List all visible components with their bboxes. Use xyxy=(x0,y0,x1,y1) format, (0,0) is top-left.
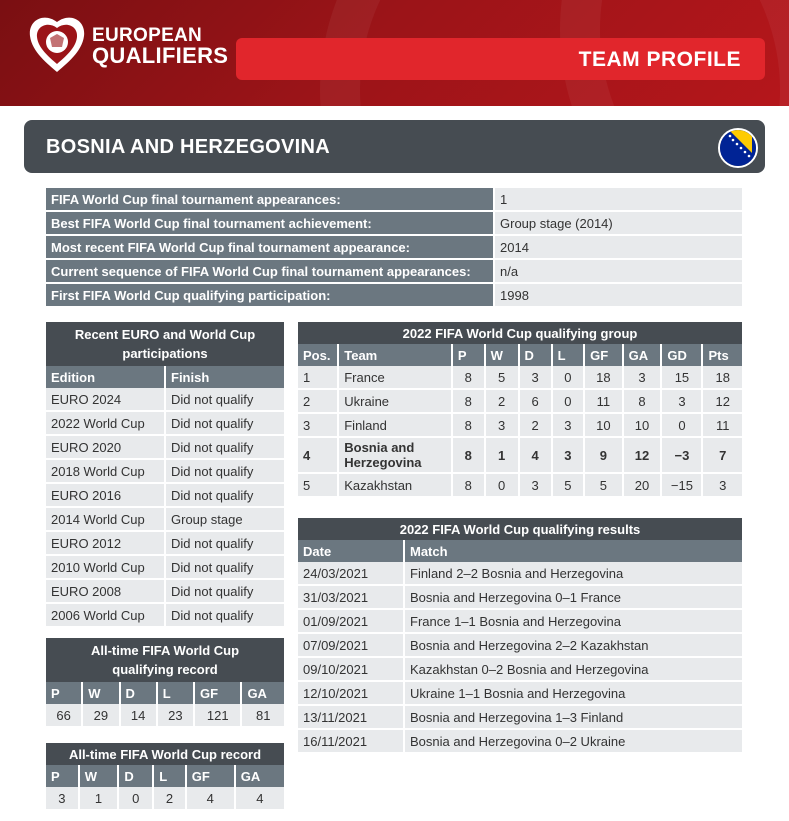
recent-header-edition: Edition xyxy=(46,366,166,388)
group-cell: 1 xyxy=(298,366,339,390)
group-cell: 3 xyxy=(520,366,553,390)
group-cell: 12 xyxy=(624,438,663,474)
recent-finish: Did not qualify xyxy=(166,580,284,604)
result-row xyxy=(298,586,742,610)
qual-record-header: GA xyxy=(242,682,284,704)
result-date: 24/03/2021 xyxy=(298,562,405,586)
group-cell: 0 xyxy=(553,366,586,390)
group-cell: 4 xyxy=(520,438,553,474)
group-cell: 10 xyxy=(585,414,623,438)
group-header: Pos. xyxy=(298,344,339,366)
result-match: Bosnia and Herzegovina 1–3 Finland xyxy=(405,706,742,730)
recent-finish: Group stage xyxy=(166,508,284,532)
qual-record-title-line1: All-time FIFA World Cup xyxy=(90,643,240,658)
group-cell: 3 xyxy=(520,474,553,498)
group-cell: 10 xyxy=(624,414,663,438)
group-cell: 12 xyxy=(703,390,742,414)
group-header: GA xyxy=(624,344,663,366)
result-match: Kazakhstan 0–2 Bosnia and Herzegovina xyxy=(405,658,742,682)
qualifying-group-table xyxy=(298,322,742,498)
group-cell: 8 xyxy=(624,390,663,414)
group-cell: 4 xyxy=(298,438,339,474)
result-row xyxy=(298,730,742,754)
info-label: Best FIFA World Cup final tournament achievement: xyxy=(46,212,495,236)
group-header: GF xyxy=(585,344,623,366)
recent-finish: Did not qualify xyxy=(166,436,284,460)
result-date: 07/09/2021 xyxy=(298,634,405,658)
group-cell: 3 xyxy=(703,474,742,498)
recent-finish: Did not qualify xyxy=(166,604,284,628)
results-title: 2022 FIFA World Cup qualifying results xyxy=(298,518,742,540)
group-cell: 0 xyxy=(662,414,703,438)
qual-record-value: 81 xyxy=(242,704,284,728)
group-header: W xyxy=(486,344,520,366)
result-date: 31/03/2021 xyxy=(298,586,405,610)
recent-finish: Did not qualify xyxy=(166,388,284,412)
qual-record-value: 14 xyxy=(121,704,158,728)
group-cell: 5 xyxy=(553,474,586,498)
recent-row xyxy=(46,484,284,508)
group-cell: −3 xyxy=(662,438,703,474)
info-value: 1998 xyxy=(495,284,742,308)
group-cell: 3 xyxy=(553,414,586,438)
qual-record-header: P xyxy=(46,682,83,704)
qualifying-results-table xyxy=(298,518,742,754)
info-label: FIFA World Cup final tournament appearances: xyxy=(46,188,495,212)
group-cell: 2 xyxy=(520,414,553,438)
result-row xyxy=(298,634,742,658)
group-cell: 2 xyxy=(298,390,339,414)
group-cell: 7 xyxy=(703,438,742,474)
group-cell: 9 xyxy=(585,438,623,474)
result-match: Bosnia and Herzegovina 0–1 France xyxy=(405,586,742,610)
group-header: Team xyxy=(339,344,453,366)
result-date: 09/10/2021 xyxy=(298,658,405,682)
group-cell: 3 xyxy=(486,414,520,438)
info-row xyxy=(46,188,742,212)
recent-row xyxy=(46,460,284,484)
recent-title-line1: Recent EURO and World Cup xyxy=(74,327,256,342)
recent-row xyxy=(46,436,284,460)
recent-row xyxy=(46,388,284,412)
qual-record-value: 29 xyxy=(83,704,120,728)
info-label: First FIFA World Cup qualifying participation: xyxy=(46,284,495,308)
qual-record-header: L xyxy=(158,682,195,704)
wc-record-header: D xyxy=(119,765,154,787)
recent-row xyxy=(46,412,284,436)
wc-record-value: 3 xyxy=(46,787,80,811)
recent-edition: EURO 2024 xyxy=(46,388,166,412)
wc-record-value: 4 xyxy=(187,787,236,811)
group-header: L xyxy=(553,344,586,366)
qual-record-title-line2: qualifying record xyxy=(112,662,218,677)
result-row xyxy=(298,682,742,706)
qual-record-header: W xyxy=(83,682,120,704)
qual-record-title xyxy=(46,638,284,682)
team-profile-banner xyxy=(236,38,765,80)
bosnia-flag-icon xyxy=(718,128,758,168)
group-cell: 3 xyxy=(662,390,703,414)
wc-record-value: 1 xyxy=(80,787,120,811)
recent-title xyxy=(46,322,284,366)
result-row xyxy=(298,610,742,634)
group-cell: 8 xyxy=(453,390,486,414)
result-match: France 1–1 Bosnia and Herzegovina xyxy=(405,610,742,634)
group-cell: 1 xyxy=(486,438,520,474)
group-row xyxy=(298,390,742,414)
team-name-bar xyxy=(24,120,765,173)
result-row xyxy=(298,658,742,682)
group-cell: 5 xyxy=(585,474,623,498)
result-date: 13/11/2021 xyxy=(298,706,405,730)
team-profile-label: TEAM PROFILE xyxy=(578,48,741,71)
recent-edition: EURO 2008 xyxy=(46,580,166,604)
group-row xyxy=(298,366,742,390)
recent-row xyxy=(46,604,284,628)
logo-text xyxy=(92,26,228,66)
recent-finish: Did not qualify xyxy=(166,412,284,436)
recent-row xyxy=(46,556,284,580)
wc-record-title: All-time FIFA World Cup record xyxy=(46,743,284,765)
group-cell: 8 xyxy=(453,474,486,498)
results-header-match: Match xyxy=(405,540,742,562)
group-row xyxy=(298,414,742,438)
recent-edition: EURO 2016 xyxy=(46,484,166,508)
group-header: D xyxy=(520,344,553,366)
recent-row xyxy=(46,532,284,556)
group-cell: 0 xyxy=(486,474,520,498)
group-cell: Kazakhstan xyxy=(339,474,453,498)
info-row xyxy=(46,284,742,308)
recent-finish: Did not qualify xyxy=(166,484,284,508)
group-header: GD xyxy=(662,344,703,366)
recent-edition: 2022 World Cup xyxy=(46,412,166,436)
recent-finish: Did not qualify xyxy=(166,556,284,580)
group-cell: 11 xyxy=(585,390,623,414)
group-cell: 18 xyxy=(703,366,742,390)
recent-edition: 2018 World Cup xyxy=(46,460,166,484)
wc-record-value: 4 xyxy=(236,787,284,811)
info-row xyxy=(46,212,742,236)
group-cell: 2 xyxy=(486,390,520,414)
qual-record-value: 121 xyxy=(195,704,242,728)
group-cell: 8 xyxy=(453,438,486,474)
info-value: 1 xyxy=(495,188,742,212)
group-cell: 3 xyxy=(298,414,339,438)
wc-record-value: 2 xyxy=(154,787,187,811)
group-cell: France xyxy=(339,366,453,390)
qual-record-value: 23 xyxy=(158,704,195,728)
group-header: Pts xyxy=(703,344,742,366)
group-cell: Finland xyxy=(339,414,453,438)
group-header: P xyxy=(453,344,486,366)
recent-finish: Did not qualify xyxy=(166,460,284,484)
info-value: 2014 xyxy=(495,236,742,260)
recent-header-finish: Finish xyxy=(166,366,284,388)
group-cell: Ukraine xyxy=(339,390,453,414)
group-cell: 3 xyxy=(553,438,586,474)
group-cell: 20 xyxy=(624,474,663,498)
wc-record-header: GA xyxy=(236,765,284,787)
info-row xyxy=(46,236,742,260)
result-date: 12/10/2021 xyxy=(298,682,405,706)
info-value: Group stage (2014) xyxy=(495,212,742,236)
group-cell: 8 xyxy=(453,366,486,390)
recent-row xyxy=(46,580,284,604)
recent-edition: EURO 2020 xyxy=(46,436,166,460)
group-cell: 5 xyxy=(298,474,339,498)
group-cell: Bosnia and Herzegovina xyxy=(339,438,453,474)
page-header xyxy=(0,0,789,106)
wc-record-header: P xyxy=(46,765,80,787)
info-label: Current sequence of FIFA World Cup final tournament appearances: xyxy=(46,260,495,284)
qual-record-value: 66 xyxy=(46,704,83,728)
result-date: 16/11/2021 xyxy=(298,730,405,754)
wc-record-header: GF xyxy=(187,765,236,787)
group-row xyxy=(298,474,742,498)
group-row xyxy=(298,438,742,474)
tournament-info-table xyxy=(46,188,742,308)
result-row xyxy=(298,706,742,730)
recent-participations-table xyxy=(46,322,284,628)
recent-edition: EURO 2012 xyxy=(46,532,166,556)
european-qualifiers-logo-icon xyxy=(26,14,88,76)
group-cell: 6 xyxy=(520,390,553,414)
results-header-date: Date xyxy=(298,540,405,562)
group-cell: 3 xyxy=(624,366,663,390)
qualifying-record-table xyxy=(46,638,284,728)
qual-record-header: D xyxy=(121,682,158,704)
recent-edition: 2010 World Cup xyxy=(46,556,166,580)
world-cup-record-table xyxy=(46,743,284,811)
info-value: n/a xyxy=(495,260,742,284)
recent-title-line2: participations xyxy=(122,346,208,361)
info-label: Most recent FIFA World Cup final tournament appearance: xyxy=(46,236,495,260)
group-cell: 11 xyxy=(703,414,742,438)
wc-record-value: 0 xyxy=(119,787,154,811)
result-match: Finland 2–2 Bosnia and Herzegovina xyxy=(405,562,742,586)
logo-line1: EUROPEAN xyxy=(92,25,203,46)
result-match: Ukraine 1–1 Bosnia and Herzegovina xyxy=(405,682,742,706)
wc-record-header: W xyxy=(80,765,120,787)
qual-record-header: GF xyxy=(195,682,242,704)
group-cell: 8 xyxy=(453,414,486,438)
result-date: 01/09/2021 xyxy=(298,610,405,634)
wc-record-header: L xyxy=(154,765,187,787)
recent-finish: Did not qualify xyxy=(166,532,284,556)
recent-row xyxy=(46,508,284,532)
result-row xyxy=(298,562,742,586)
result-match: Bosnia and Herzegovina 0–2 Ukraine xyxy=(405,730,742,754)
group-cell: 15 xyxy=(662,366,703,390)
recent-edition: 2014 World Cup xyxy=(46,508,166,532)
info-row xyxy=(46,260,742,284)
group-cell: 5 xyxy=(486,366,520,390)
recent-edition: 2006 World Cup xyxy=(46,604,166,628)
group-cell: −15 xyxy=(662,474,703,498)
result-match: Bosnia and Herzegovina 2–2 Kazakhstan xyxy=(405,634,742,658)
team-name: BOSNIA AND HERZEGOVINA xyxy=(46,136,331,158)
group-cell: 0 xyxy=(553,390,586,414)
group-cell: 18 xyxy=(585,366,623,390)
group-title: 2022 FIFA World Cup qualifying group xyxy=(298,322,742,344)
logo-line2: QUALIFIERS xyxy=(92,43,229,68)
